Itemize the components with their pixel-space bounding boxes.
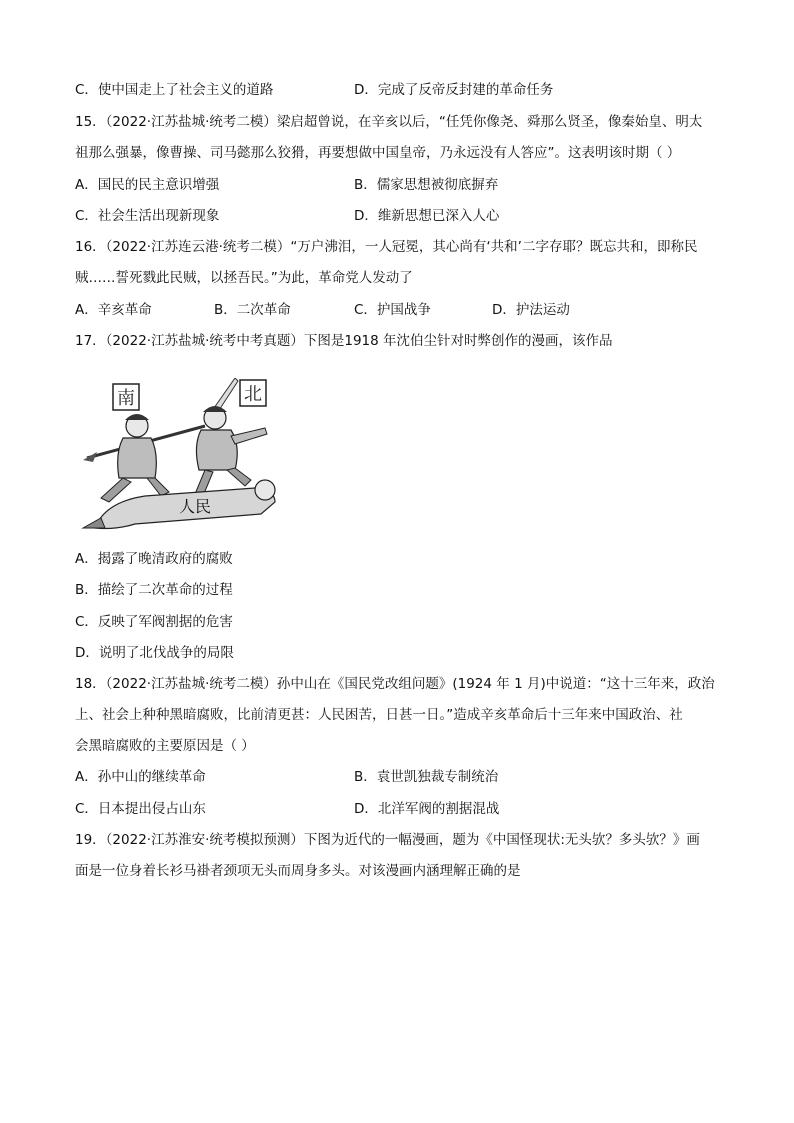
q18-stem-line2: 上、社会上种种黑暗腐败，比前清更甚：人民困苦，日甚一日。”造成辛亥革命后十三年来中国政治、社 (75, 707, 683, 723)
cartoon-label-south: 南 (117, 388, 135, 409)
q17-option-b: B．描绘了二次革命的过程 (75, 582, 233, 598)
q15-option-d: D．维新思想已深入人心 (354, 208, 500, 224)
q19-stem-line1: 19．（2022·江苏淮安·统考模拟预测）下图为近代的一幅漫画，题为《中国怪现状:无头欤？多头欤？》画 (75, 832, 700, 848)
q17-option-a: A．揭露了晚清政府的腐败 (75, 551, 233, 567)
q18-stem-line3: 会黑暗腐败的主要原因是（ ） (75, 738, 255, 754)
q17-option-d: D．说明了北伐战争的局限 (75, 645, 234, 661)
warlord-cartoon-illustration (75, 378, 290, 536)
q19-stem-line2: 面是一位身着长衫马褂者颈项无头而周身多头。对该漫画内涵理解正确的是 (75, 863, 521, 879)
q16-option-a: A．辛亥革命 (75, 302, 152, 318)
q18-option-a: A．孙中山的继续革命 (75, 769, 206, 785)
cartoon-label-north: 北 (244, 384, 262, 405)
q18-option-d: D．北洋军阀的割据混战 (354, 801, 500, 817)
q16-option-d: D．护法运动 (492, 302, 570, 318)
q15-stem-line2: 祖那么强暴，像曹操、司马懿那么狡猾，再要想做中国皇帝，乃永远没有人答应”。这表明该时期（ ） (75, 145, 681, 161)
q16-option-b: B．二次革命 (214, 302, 291, 318)
q17-option-c: C．反映了军阀割据的危害 (75, 614, 233, 630)
q15-stem-line1: 15．（2022·江苏盐城·统考二模）梁启超曾说，在辛亥以后，“任凭你像尧、舜那么贤圣，像秦始皇、明太 (75, 114, 703, 130)
q18-stem-line1: 18．（2022·江苏盐城·统考二模）孙中山在《国民党改组问题》(1924 年 1 月)中说道：“这十三年来，政治 (75, 676, 715, 692)
q15-option-c: C．社会生活出现新现象 (75, 208, 220, 224)
q14-option-d: D．完成了反帝反封建的革命任务 (354, 82, 554, 98)
cartoon-label-people: 人民 (178, 497, 212, 516)
q16-stem-line2: 贼……誓死戮此民贼，以拯吾民。”为此，革命党人发动了 (75, 270, 413, 286)
q16-option-c: C．护国战争 (354, 302, 431, 318)
q16-stem-line1: 16．（2022·江苏连云港·统考二模）“万户沸泪，一人冠冕，其心尚有‘共和’二字存耶？既忘共和，即称民 (75, 239, 698, 255)
q18-option-b: B．袁世凯独裁专制统治 (354, 769, 499, 785)
q18-option-c: C．日本提出侵占山东 (75, 801, 206, 817)
q15-option-b: B．儒家思想被彻底摒弃 (354, 177, 499, 193)
q14-option-c: C．使中国走上了社会主义的道路 (75, 82, 274, 98)
q15-option-a: A．国民的民主意识增强 (75, 177, 220, 193)
q17-stem: 17．（2022·江苏盐城·统考中考真题）下图是1918 年沈伯尘针对时弊创作的漫画，该作品 (75, 333, 613, 349)
